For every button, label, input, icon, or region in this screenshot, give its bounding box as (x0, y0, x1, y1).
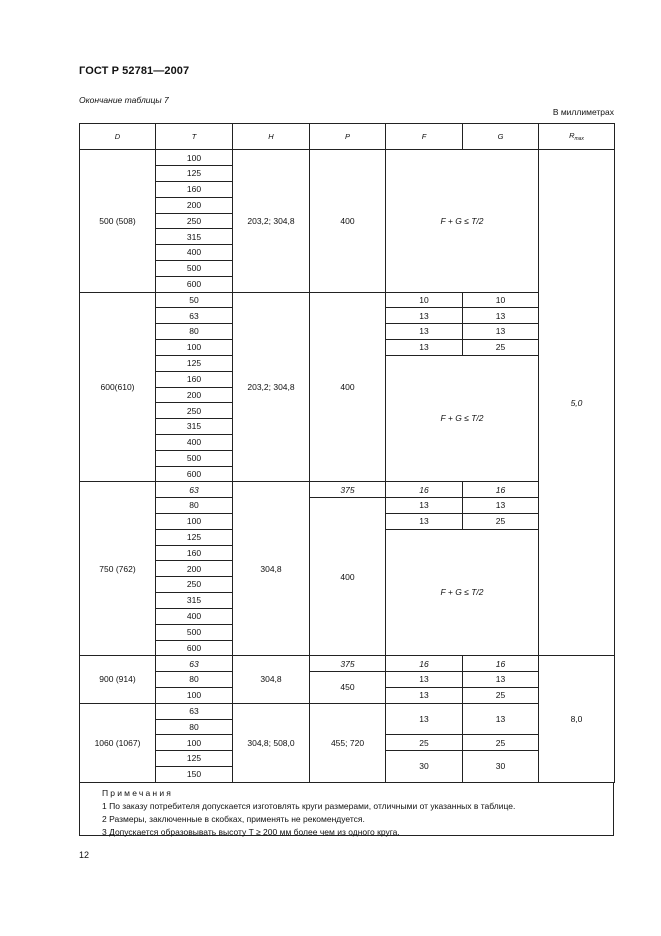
cell-h: 304,8; 508,0 (233, 703, 310, 782)
cell-t: 125 (156, 751, 233, 767)
table-caption: Окончание таблицы 7 (79, 95, 169, 105)
cell-t: 80 (156, 498, 233, 514)
cell-t: 160 (156, 545, 233, 561)
col-header-f: F (386, 124, 463, 150)
cell-f: 13 (386, 687, 463, 703)
col-header-g: G (463, 124, 539, 150)
cell-t: 315 (156, 419, 233, 435)
cell-p: 400 (310, 292, 386, 482)
cell-f: 13 (386, 703, 463, 735)
cell-f: 25 (386, 735, 463, 751)
col-header-h: H (233, 124, 310, 150)
cell-t: 63 (156, 703, 233, 719)
document-code: ГОСТ Р 52781—2007 (79, 65, 190, 77)
cell-g: 25 (463, 514, 539, 530)
cell-t: 315 (156, 229, 233, 245)
col-header-r-subscript: max (574, 135, 584, 142)
cell-t: 200 (156, 561, 233, 577)
cell-g: 13 (463, 703, 539, 735)
cell-fg-formula: F + G ≤ T/2 (386, 355, 539, 482)
cell-f: 10 (386, 292, 463, 308)
cell-g: 25 (463, 340, 539, 356)
cell-t: 100 (156, 514, 233, 530)
cell-fg-formula: F + G ≤ T/2 (386, 150, 539, 292)
notes-title: Примечания (102, 788, 174, 798)
cell-f: 13 (386, 340, 463, 356)
cell-p: 375 (310, 482, 386, 498)
cell-p: 455; 720 (310, 703, 386, 782)
cell-d: 750 (762) (80, 482, 156, 656)
cell-d: 900 (914) (80, 656, 156, 703)
cell-t: 200 (156, 387, 233, 403)
cell-t: 80 (156, 672, 233, 688)
table-row (80, 703, 615, 719)
cell-t: 250 (156, 577, 233, 593)
cell-t: 63 (156, 308, 233, 324)
cell-f: 13 (386, 498, 463, 514)
cell-t: 160 (156, 181, 233, 197)
cell-h: 304,8 (233, 482, 310, 656)
col-header-r (539, 124, 615, 150)
cell-f: 16 (386, 656, 463, 672)
table-row (80, 150, 615, 166)
cell-p: 400 (310, 150, 386, 292)
cell-f: 16 (386, 482, 463, 498)
cell-g: 30 (463, 751, 539, 783)
cell-h: 203,2; 304,8 (233, 150, 310, 292)
cell-t: 80 (156, 324, 233, 340)
cell-t: 400 (156, 608, 233, 624)
note-item: 3 Допускается образовывать высоту T ≥ 200 мм более чем из одного круга. (102, 827, 400, 837)
cell-t: 250 (156, 403, 233, 419)
cell-t: 150 (156, 767, 233, 783)
cell-f: 13 (386, 514, 463, 530)
table-row (80, 656, 615, 672)
units-label: В миллиметрах (552, 107, 614, 117)
cell-t: 160 (156, 371, 233, 387)
cell-t: 80 (156, 719, 233, 735)
page-number: 12 (79, 850, 90, 860)
cell-g: 25 (463, 687, 539, 703)
cell-t: 50 (156, 292, 233, 308)
cell-f: 13 (386, 324, 463, 340)
cell-g: 16 (463, 656, 539, 672)
cell-t: 500 (156, 450, 233, 466)
col-header-t: T (156, 124, 233, 150)
cell-t: 125 (156, 166, 233, 182)
table-notes (79, 783, 614, 836)
col-header-r-symbol: R (569, 130, 575, 140)
cell-d: 1060 (1067) (80, 703, 156, 782)
note-item: 1 По заказу потребителя допускается изготовлять круги размерами, отличными от указанных в таблице. (102, 801, 516, 811)
table-header-row (80, 124, 615, 150)
cell-fg-formula: F + G ≤ T/2 (386, 529, 539, 656)
cell-g: 13 (463, 308, 539, 324)
cell-f: 13 (386, 308, 463, 324)
cell-t: 125 (156, 355, 233, 371)
note-item: 2 Размеры, заключенные в скобках, применять не рекомендуется. (102, 814, 365, 824)
cell-g: 13 (463, 672, 539, 688)
cell-g: 16 (463, 482, 539, 498)
cell-t: 100 (156, 687, 233, 703)
cell-t: 600 (156, 466, 233, 482)
cell-t: 500 (156, 624, 233, 640)
cell-g: 25 (463, 735, 539, 751)
cell-t: 400 (156, 245, 233, 261)
cell-h: 304,8 (233, 656, 310, 703)
cell-r: 5,0 (539, 150, 615, 656)
cell-p: 400 (310, 498, 386, 656)
cell-t: 315 (156, 593, 233, 609)
cell-f: 13 (386, 672, 463, 688)
cell-t: 400 (156, 434, 233, 450)
cell-t: 100 (156, 340, 233, 356)
cell-f: 30 (386, 751, 463, 783)
cell-h: 203,2; 304,8 (233, 292, 310, 482)
cell-d: 600(610) (80, 292, 156, 482)
dimensions-table (79, 123, 615, 783)
table-row (80, 482, 615, 498)
cell-g: 13 (463, 498, 539, 514)
cell-t: 125 (156, 529, 233, 545)
cell-p: 375 (310, 656, 386, 672)
table-row (80, 672, 615, 688)
cell-r: 8,0 (539, 656, 615, 783)
col-header-p: P (310, 124, 386, 150)
cell-t: 100 (156, 150, 233, 166)
cell-t: 500 (156, 261, 233, 277)
cell-d: 500 (508) (80, 150, 156, 292)
cell-g: 13 (463, 324, 539, 340)
cell-t: 63 (156, 656, 233, 672)
table-row (80, 498, 615, 514)
cell-t: 63 (156, 482, 233, 498)
table-row (80, 292, 615, 308)
col-header-d: D (80, 124, 156, 150)
cell-t: 200 (156, 197, 233, 213)
cell-t: 250 (156, 213, 233, 229)
cell-t: 600 (156, 640, 233, 656)
cell-g: 10 (463, 292, 539, 308)
cell-p: 450 (310, 672, 386, 704)
cell-t: 100 (156, 735, 233, 751)
cell-t: 600 (156, 276, 233, 292)
